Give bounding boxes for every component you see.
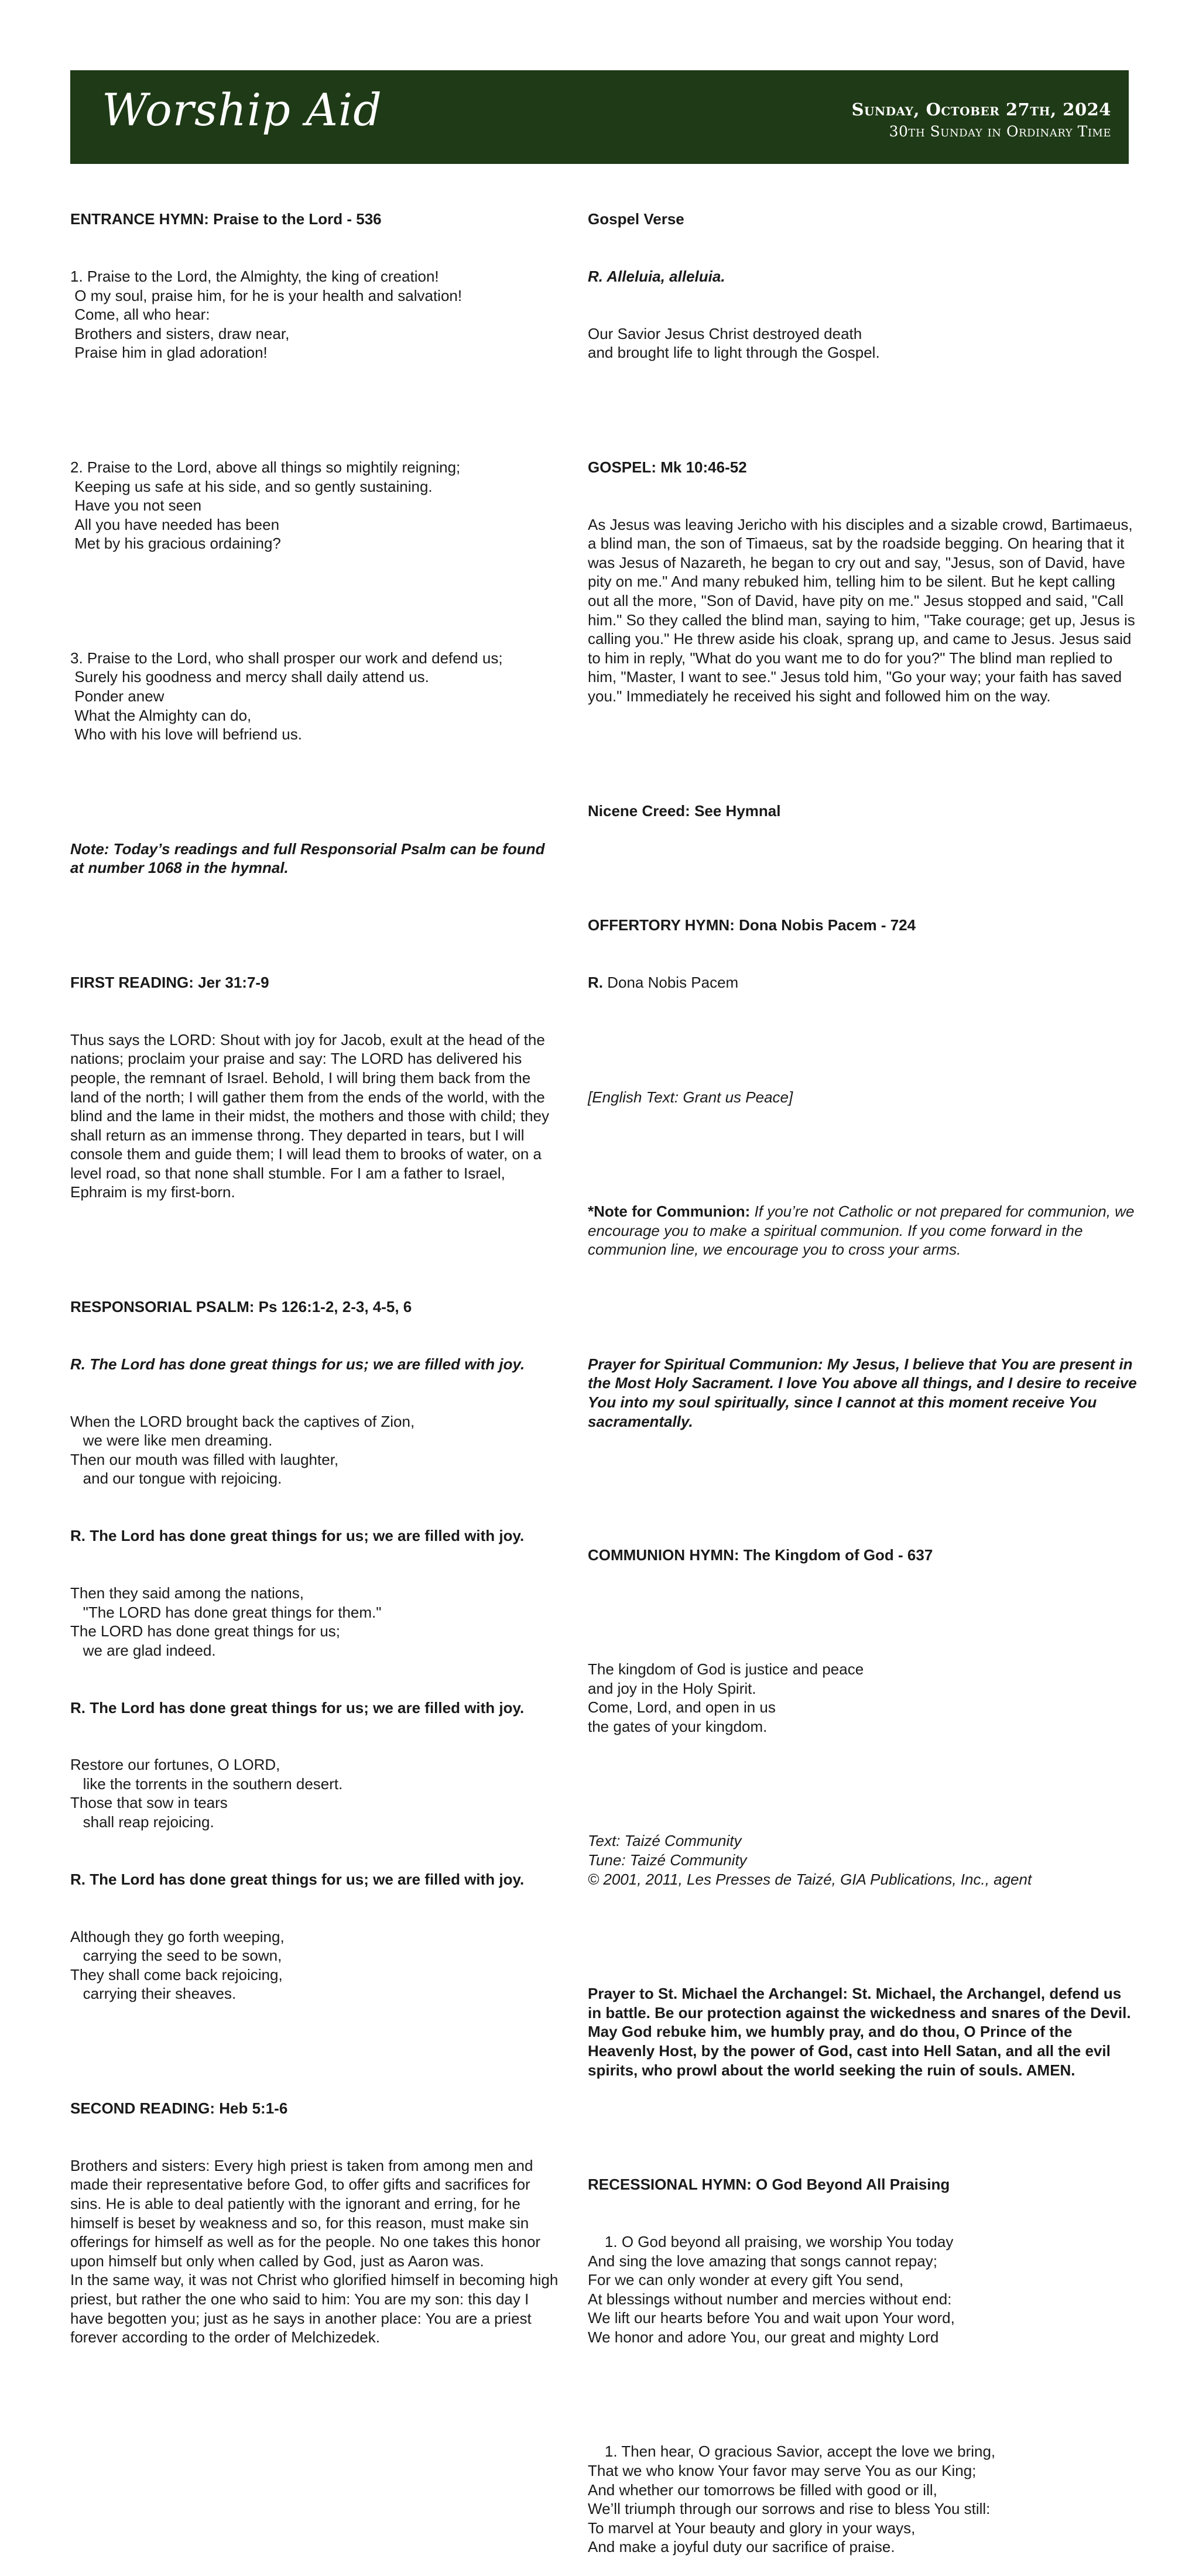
psalm-response: R. The Lord has done great things for us; we are filled with joy. — [70, 1698, 525, 1717]
gospel-heading: GOSPEL: Mk 10:46-52 — [588, 458, 747, 476]
offertory-response — [588, 973, 1138, 992]
second-reading-heading: SECOND READING: Heb 5:1-6 — [70, 2099, 288, 2117]
entrance-hymn-verse-2: 2. Praise to the Lord, above all things so mightily reigning; Keeping us safe at his side, and so gently sustaining. Have you not seen All you have needed has been Met by his gracious ordaining? — [70, 458, 461, 553]
entrance-hymn-verse-3: 3. Praise to the Lord, who shall prosper our work and defend us; Surely his goodness and mercy shall daily attend us. Ponder anew What the Almighty can do, Who with his love will befriend us. — [70, 649, 503, 744]
service-date: Sunday, October 27th, 2024 — [851, 100, 1111, 119]
creed-note: Nicene Creed: See Hymnal — [588, 801, 781, 820]
communion-hymn-text: The kingdom of God is justice and peace and joy in the Holy Spirit. Come, Lord, and open in us the gates of your kingdom. — [588, 1660, 864, 1735]
gospel-verse-text: Our Savior Jesus Christ destroyed death and brought life to light through the Gospel. — [588, 324, 880, 362]
gospel-text: As Jesus was leaving Jericho with his disciples and a sizable crowd, Bartimaeus, a blind man, the son of Timaeus, sat by the roadside begging. On hearing that it was Jesus of Nazareth, he began to cry out and say, "Jesus, son of David, have pity on me." And many rebuked him, telling him to be silent. But he kept calling out all the more, "Son of David, have pity on me." Jesus stopped and said, "Call him." So they called the blind man, saying to him, "Take courage; get up, Jesus is calling you." He threw aside his cloak, sprang up, and came to Jesus. Jesus said to him in reply, "What do you want me to do for you?" The blind man replied to him, "Master, I want to see." Jesus told him, "Go your way; your faith has saved you." Immediately he received his sight and followed him on the way. — [588, 515, 1139, 705]
liturgical-day: 30th Sunday in Ordinary Time — [889, 123, 1111, 140]
psalm-response: R. The Lord has done great things for us; we are filled with joy. — [70, 1527, 525, 1545]
header-banner — [70, 70, 1129, 164]
offertory-response-label: R. — [588, 973, 603, 991]
gospel-verse-heading: Gospel Verse — [588, 210, 684, 228]
communion-hymn-heading: COMMUNION HYMN: The Kingdom of God - 637 — [588, 1546, 933, 1564]
psalm-stanza: Then they said among the nations, "The LORD has done great things for them." The LORD has done great things for us; we are glad indeed. — [70, 1584, 382, 1659]
spiritual-communion-prayer: Prayer for Spiritual Communion: My Jesus, I believe that You are present in the Most Holy Sacrament. I love You above all things, and I desire to receive You into my soul spiritually, since I cannot at this moment receive You sacramentally. — [588, 1355, 1141, 1430]
right-column — [588, 172, 1141, 2576]
communion-note — [588, 1202, 1138, 1259]
entrance-hymn-verse-1: 1. Praise to the Lord, the Almighty, the king of creation! O my soul, praise him, for he is your health and salvation! Come, all who hear: Brothers and sisters, draw near, Praise him in glad adoration! — [70, 267, 463, 362]
communion-note-label: *Note for Communion: — [588, 1203, 751, 1221]
psalm-heading: RESPONSORIAL PSALM: Ps 126:1-2, 2-3, 4-5, 6 — [70, 1298, 412, 1316]
first-reading-text: Thus says the LORD: Shout with joy for Jacob, exult at the head of the nations; proclaim your praise and say: The LORD has delivered his people, the remnant of Israel. Behold, I will bring them back from the land of the north; I will gather them from the ends of the world, with the blind and the lame in their midst, the mothers and those with child; they shall return as an immense throng. They departed in tears, but I will console them and guide them; I will lead them to brooks of water, on a level road, so that none shall stumble. For I am a father to Israel, Ephraim is my first-born. — [70, 1030, 554, 1201]
offertory-hymn-heading: OFFERTORY HYMN: Dona Nobis Pacem - 724 — [588, 916, 916, 934]
st-michael-prayer: Prayer to St. Michael the Archangel: St. Michael, the Archangel, defend us in battle. Be our protection against the wickedness and snares of the Devil. May God rebuke him, we humbly pray, and do thou, O Prince of the Heavenly Host, by the power of God, cast into Hell Satan, and all the evil spirits, who prowl about the world seeking the ruin of souls. AMEN. — [588, 1985, 1135, 2079]
first-reading-heading: FIRST READING: Jer 31:7-9 — [70, 973, 269, 991]
recessional-hymn-verse-1: 1. O God beyond all praising, we worship You today And sing the love amazing that songs cannot repay; For we can only wonder at every gift You send, At blessings without number and mercies without end: We lift our hearts before You and wait upon Your word, We honor and adore You, our great and mighty Lord — [588, 2232, 955, 2346]
gospel-verse-response: R. Alleluia, alleluia. — [588, 267, 725, 285]
psalm-response: R. The Lord has done great things for us; we are filled with joy. — [70, 1870, 525, 1888]
recessional-hymn-heading: RECESSIONAL HYMN: O God Beyond All Praising — [588, 2176, 950, 2194]
psalm-stanza: Restore our fortunes, O LORD, like the torrents in the southern desert. Those that sow in tears shall reap rejoicing. — [70, 1756, 343, 1831]
offertory-response-text: Dona Nobis Pacem — [603, 973, 739, 991]
page-title: Worship Aid — [102, 84, 382, 136]
communion-hymn-credits: Text: Taizé Community Tune: Taizé Community © 2001, 2011, Les Presses de Taizé, GIA Publications, Inc., agent — [588, 1832, 1032, 1888]
readings-note: Note: Today’s readings and full Responsorial Psalm can be found at number 1068 in the hymnal. — [70, 840, 549, 877]
entrance-hymn-heading: ENTRANCE HYMN: Praise to the Lord - 536 — [70, 210, 382, 228]
left-column — [70, 172, 562, 2366]
offertory-translation: [English Text: Grant us Peace] — [588, 1088, 793, 1106]
recessional-hymn-verse-2: 1. Then hear, O gracious Savior, accept the love we bring, That we who know Your favor may serve You as our King; And whether our tomorrows be filled with good or ill, We’ll triumph through our sorrows and rise to bless You still: To marvel at Your beauty and glory in your ways, And make a joyful duty our sacrifice of praise. — [588, 2443, 996, 2556]
second-reading-text: Brothers and sisters: Every high priest is taken from among men and made their representative before God, to offer gifts and sacrifices for sins. He is able to deal patiently with the ignorant and erring, for he himself is beset by weakness and so, for this reason, must make sin offerings for himself as well as for the people. No one takes this honor upon himself but only when called by God, just as Aaron was. In the same way, it was not Christ who glorified himself in becoming high priest, but rather the one who said to him: You are my son: this day I have begotten you; just as he says in another place: You are a priest forever according to the order of Melchizedek. — [70, 2156, 559, 2347]
psalm-stanza: Although they go forth weeping, carrying the seed to be sown, They shall come back rejoicing, carrying their sheaves. — [70, 1927, 285, 2003]
psalm-response: R. The Lord has done great things for us; we are filled with joy. — [70, 1355, 525, 1373]
communion-note-text: If you’re not Catholic or not prepared for communion, we encourage you to make a spiritual communion. If you come forward in the communion line, we encourage you to cross your arms. — [588, 1203, 1139, 1259]
psalm-stanza: When the LORD brought back the captives of Zion, we were like men dreaming. Then our mouth was filled with laughter, and our tongue with rejoicing. — [70, 1412, 415, 1488]
